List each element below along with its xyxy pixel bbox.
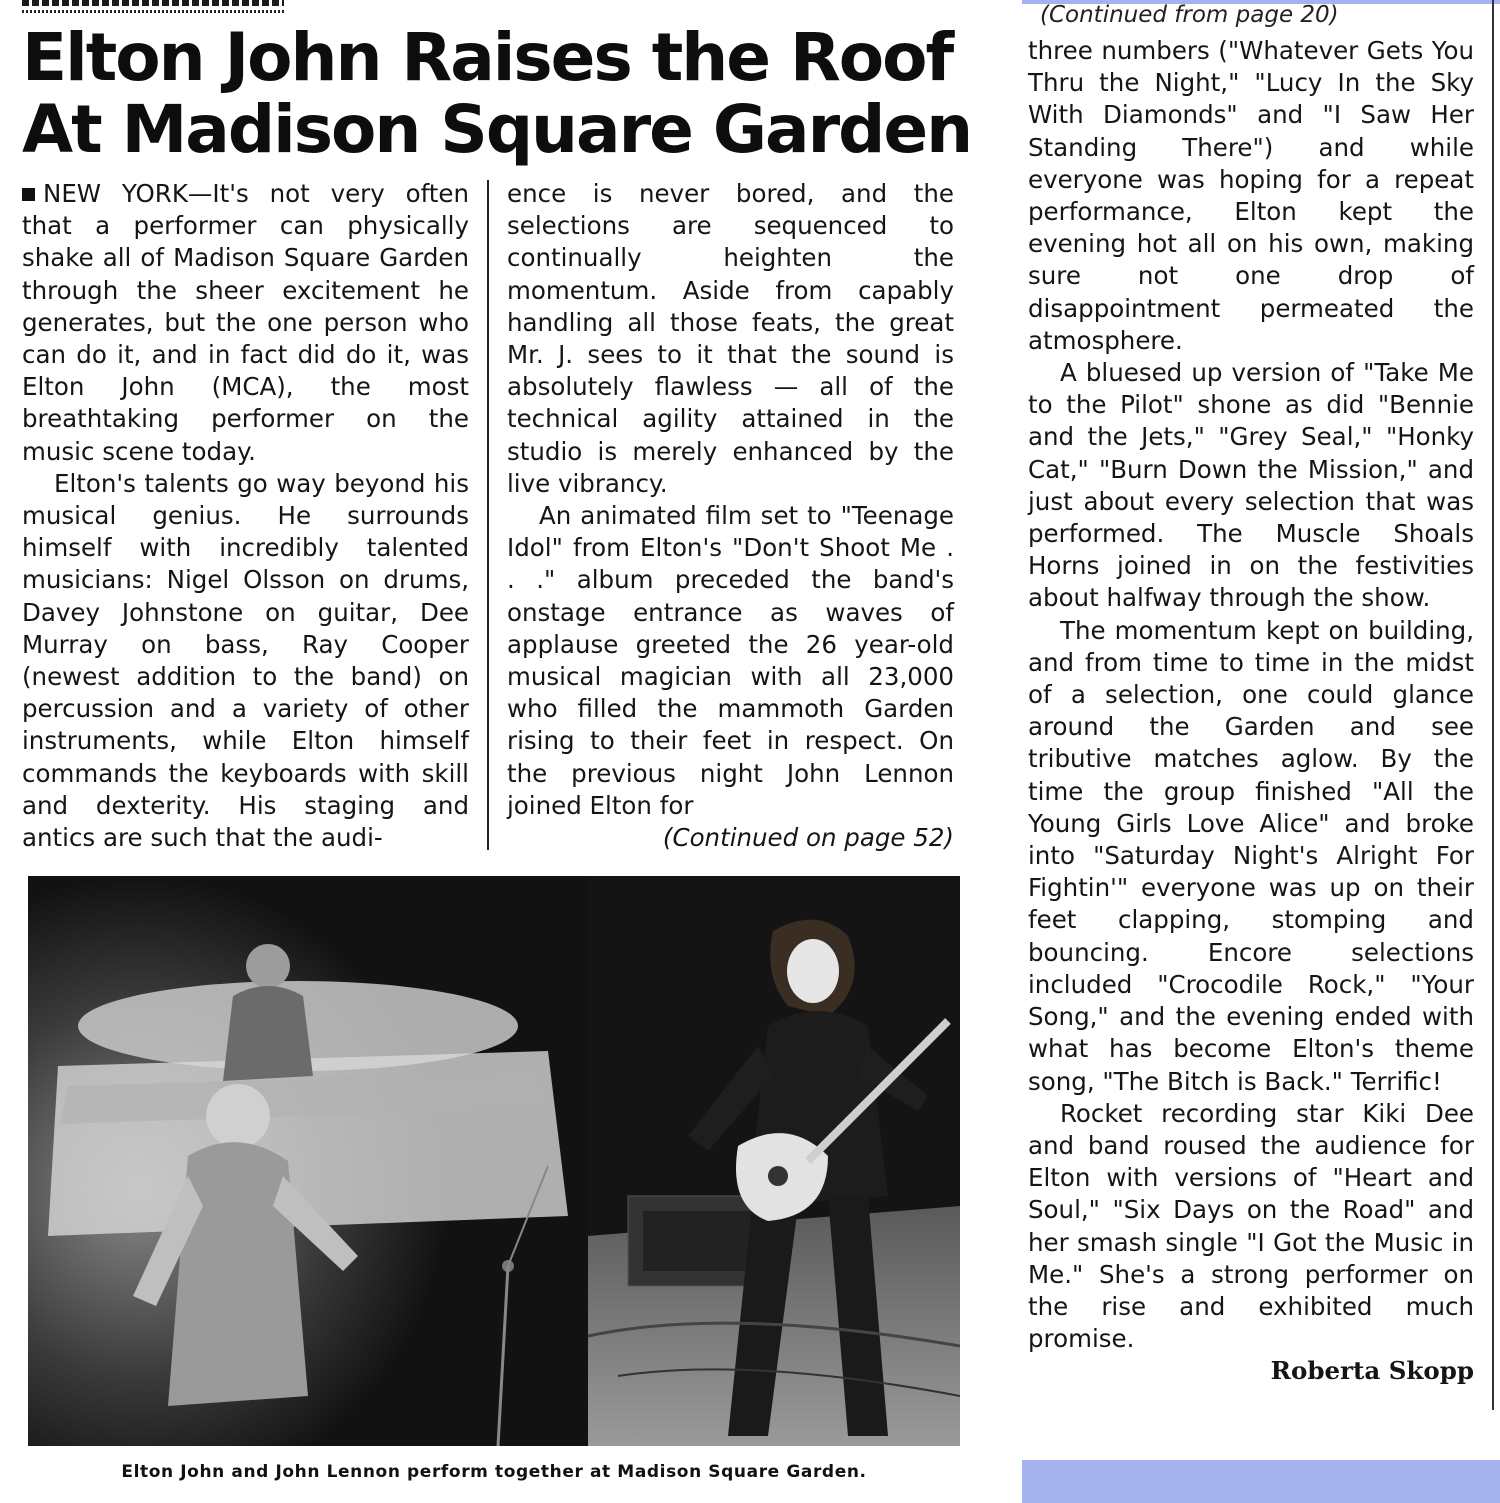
page-edge-rule (1492, 0, 1494, 1410)
column-divider (487, 180, 489, 850)
masthead-dots (22, 10, 284, 13)
paragraph (22, 178, 469, 468)
article-column-2 (507, 178, 954, 854)
article-headline (22, 19, 972, 168)
masthead-strip (22, 0, 284, 16)
bottom-accent-bar (1022, 1460, 1500, 1503)
author-byline: Roberta Skopp (1270, 1356, 1474, 1386)
paragraph: A bluesed up version of "Take Me to the Pilot" shone as did "Bennie and the Jets," "Grey Seal," "Honky Cat," "Burn Down the Mission," and just about every selection that was performed. The Muscle Shoals Horns joined in on the festivities about halfway through the show. (1028, 358, 1474, 613)
paragraph: Rocket recording star Kiki Dee and band roused the audience for Elton with versions of "Heart and Soul," "Six Days on the Road" and her smash single "I Got the Music in Me." She's a strong performer on the rise and exhibited much promise. (1028, 1098, 1474, 1354)
article-column-1 (22, 178, 469, 854)
concert-photo (28, 876, 960, 1446)
square-bullet-icon (22, 188, 35, 201)
continued-on-link[interactable]: (Continued on page 52) (662, 823, 954, 853)
article-column-3 (1028, 35, 1474, 1388)
continued-from-note: (Continued from page 20) (1040, 2, 1339, 28)
headline-line-1: Elton John Raises the Roof (22, 19, 953, 96)
masthead-ink (22, 0, 284, 6)
paragraph: The momentum kept on building, and from time to time in the midst of a selection, one could glance around the Garden and see tributive matches aglow. By the time the group finished "All the Young Girls Love Alice" and broke into "Saturday Night's Alright For Fightin'" everyone was up on their feet clapping, stomping and bouncing. Encore selections included "Crocodile Rock," "Your Song," and the evening ended with what has become Elton's theme song, "The Bitch is Back." Terrific! (1028, 615, 1474, 1096)
headline-line-2: At Madison Square Garden (22, 91, 972, 168)
lead-paragraph-text: NEW YORK—It's not very often that a performer can physically shake all of Madison Square Garden through the sheer excitement he generates, but the one person who can do it, and in fact did do it, was Elton John (MCA), the most breathtaking performer on the music scene today. (22, 179, 469, 466)
photo-caption: Elton John and John Lennon perform together at Madison Square Garden. (121, 1462, 867, 1482)
paragraph: three numbers ("Whatever Gets You Thru the Night," "Lucy In the Sky With Diamonds" and "I Saw Her Standing There") and while everyone was hoping for a repeat performance, Elton kept the evening hot all on his own, making sure not one drop of disappointment permeated the atmosphere. (1028, 36, 1474, 355)
paragraph: ence is never bored, and the selections are sequenced to continually heighten the momentum. Aside from capably handling all those feats, the great Mr. J. sees to it that the sound is absolutely flawless — all of the technical agility attained in the studio is merely enhanced by the live vibrancy. (507, 179, 954, 498)
paragraph: Elton's talents go way beyond his musical genius. He surrounds himself with incredibly talented musicians: Nigel Olsson on drums, Davey Johnstone on guitar, Dee Murray on bass, Ray Cooper (newest addition to the band) on percussion and a variety of other instruments, while Elton himself commands the keyboards with skill and dexterity. His staging and antics are such that the audi- (22, 468, 469, 853)
paragraph: An animated film set to "Teenage Idol" from Elton's "Don't Shoot Me . . ." album preceded the band's onstage entrance as waves of applause greeted the 26 year-old musical magician with all 23,000 who filled the mammoth Garden rising to their feet in respect. On the previous night John Lennon joined Elton for (507, 501, 954, 820)
